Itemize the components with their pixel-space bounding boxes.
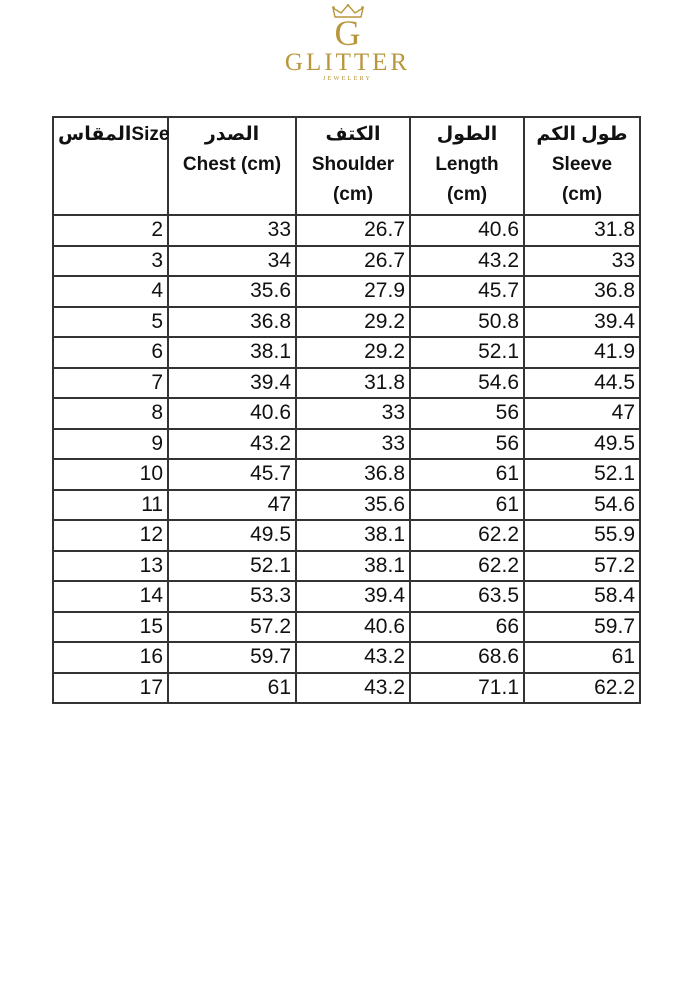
cell-sleeve: 52.1	[524, 459, 640, 490]
cell-sleeve: 33	[524, 246, 640, 277]
cell-sleeve: 39.4	[524, 307, 640, 338]
cell-shoulder: 31.8	[296, 368, 410, 399]
cell-sleeve: 31.8	[524, 215, 640, 246]
cell-size: 15	[53, 612, 168, 643]
header-line: (cm)	[446, 184, 488, 205]
table-row	[53, 642, 640, 673]
cell-length: 45.7	[410, 276, 524, 307]
cell-chest: 61	[168, 673, 296, 704]
table-row	[53, 551, 640, 582]
table-row	[53, 520, 640, 551]
cell-length: 62.2	[410, 520, 524, 551]
header-sleeve	[524, 117, 640, 215]
header-length	[410, 117, 524, 215]
table-row	[53, 490, 640, 521]
cell-shoulder: 43.2	[296, 673, 410, 704]
brand-subtitle: JEWELERY	[322, 75, 373, 82]
cell-size: 16	[53, 642, 168, 673]
brand-logo	[0, 4, 695, 83]
cell-chest: 57.2	[168, 612, 296, 643]
cell-size: 10	[53, 459, 168, 490]
cell-chest: 39.4	[168, 368, 296, 399]
cell-shoulder: 33	[296, 429, 410, 460]
cell-sleeve: 49.5	[524, 429, 640, 460]
cell-size: 12	[53, 520, 168, 551]
table-row	[53, 612, 640, 643]
cell-chest: 45.7	[168, 459, 296, 490]
cell-size: 11	[53, 490, 168, 521]
cell-chest: 59.7	[168, 642, 296, 673]
cell-sleeve: 58.4	[524, 581, 640, 612]
table-row	[53, 429, 640, 460]
cell-length: 61	[410, 459, 524, 490]
cell-length: 56	[410, 398, 524, 429]
cell-shoulder: 38.1	[296, 551, 410, 582]
cell-chest: 40.6	[168, 398, 296, 429]
cell-size: 3	[53, 246, 168, 277]
table-row	[53, 246, 640, 277]
cell-length: 52.1	[410, 337, 524, 368]
cell-shoulder: 29.2	[296, 307, 410, 338]
cell-sleeve: 44.5	[524, 368, 640, 399]
table-row	[53, 581, 640, 612]
cell-size: 2	[53, 215, 168, 246]
cell-chest: 52.1	[168, 551, 296, 582]
cell-sleeve: 36.8	[524, 276, 640, 307]
cell-shoulder: 29.2	[296, 337, 410, 368]
table-row	[53, 673, 640, 704]
cell-shoulder: 27.9	[296, 276, 410, 307]
cell-chest: 53.3	[168, 581, 296, 612]
brand-initial: G	[334, 13, 361, 53]
cell-length: 66	[410, 612, 524, 643]
table-body	[53, 215, 640, 703]
header-chest	[168, 117, 296, 215]
cell-sleeve: 61	[524, 642, 640, 673]
cell-shoulder: 26.7	[296, 215, 410, 246]
cell-size: 7	[53, 368, 168, 399]
cell-length: 43.2	[410, 246, 524, 277]
cell-chest: 34	[168, 246, 296, 277]
table-row	[53, 307, 640, 338]
cell-chest: 36.8	[168, 307, 296, 338]
cell-sleeve: 41.9	[524, 337, 640, 368]
header-size	[53, 117, 168, 215]
table-row	[53, 276, 640, 307]
cell-shoulder: 26.7	[296, 246, 410, 277]
cell-size: 8	[53, 398, 168, 429]
table-row	[53, 368, 640, 399]
cell-chest: 49.5	[168, 520, 296, 551]
cell-chest: 47	[168, 490, 296, 521]
cell-sleeve: 59.7	[524, 612, 640, 643]
table-row	[53, 337, 640, 368]
brand-name: GLITTER	[284, 49, 411, 76]
cell-shoulder: 39.4	[296, 581, 410, 612]
header-line: (cm)	[561, 184, 603, 205]
header-line: (cm)	[332, 184, 374, 205]
cell-length: 40.6	[410, 215, 524, 246]
cell-chest: 43.2	[168, 429, 296, 460]
cell-sleeve: 55.9	[524, 520, 640, 551]
header-row	[53, 117, 640, 215]
cell-size: 17	[53, 673, 168, 704]
header-line: Length	[435, 154, 499, 175]
cell-length: 63.5	[410, 581, 524, 612]
cell-length: 62.2	[410, 551, 524, 582]
cell-sleeve: 62.2	[524, 673, 640, 704]
cell-length: 68.6	[410, 642, 524, 673]
cell-shoulder: 36.8	[296, 459, 410, 490]
cell-size: 9	[53, 429, 168, 460]
header-shoulder	[296, 117, 410, 215]
cell-size: 5	[53, 307, 168, 338]
cell-size: 14	[53, 581, 168, 612]
cell-size: 4	[53, 276, 168, 307]
cell-chest: 33	[168, 215, 296, 246]
table-row	[53, 215, 640, 246]
cell-shoulder: 33	[296, 398, 410, 429]
cell-sleeve: 47	[524, 398, 640, 429]
header-line: Chest (cm)	[182, 154, 282, 175]
header-line: الكتف	[325, 124, 381, 145]
header-line: الطول	[436, 124, 498, 145]
cell-size: 6	[53, 337, 168, 368]
cell-shoulder: 40.6	[296, 612, 410, 643]
size-chart-table	[52, 116, 641, 704]
cell-sleeve: 54.6	[524, 490, 640, 521]
cell-shoulder: 35.6	[296, 490, 410, 521]
header-line: Sleeve	[551, 154, 613, 175]
cell-length: 71.1	[410, 673, 524, 704]
table-row	[53, 459, 640, 490]
cell-length: 50.8	[410, 307, 524, 338]
cell-shoulder: 43.2	[296, 642, 410, 673]
header-line: Shoulder	[311, 154, 395, 175]
cell-chest: 38.1	[168, 337, 296, 368]
header-line: المقاسSize	[58, 124, 170, 145]
table-row	[53, 398, 640, 429]
header-line: طول الكم	[536, 124, 628, 145]
cell-sleeve: 57.2	[524, 551, 640, 582]
cell-size: 13	[53, 551, 168, 582]
header-line: الصدر	[204, 124, 260, 145]
cell-length: 61	[410, 490, 524, 521]
cell-shoulder: 38.1	[296, 520, 410, 551]
cell-length: 56	[410, 429, 524, 460]
cell-chest: 35.6	[168, 276, 296, 307]
cell-length: 54.6	[410, 368, 524, 399]
